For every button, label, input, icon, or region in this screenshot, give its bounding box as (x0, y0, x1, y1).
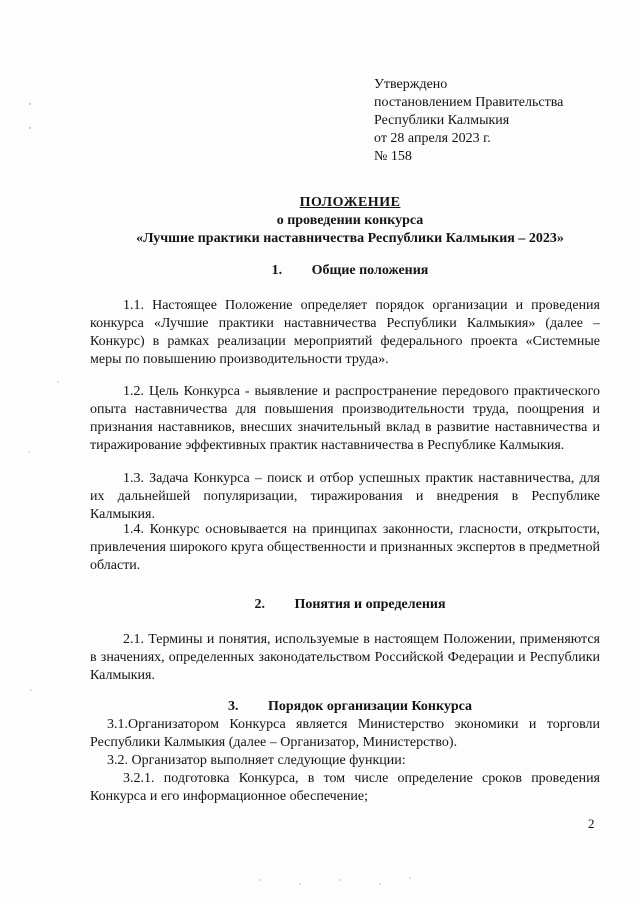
section-number: 2. (254, 597, 265, 612)
approval-line: № 158 (374, 149, 412, 164)
approval-stamp (374, 76, 563, 166)
page-number: 2 (588, 816, 595, 831)
paragraph-2-1: 2.1. Термины и понятия, используемые в настоящем Положении, применяются в значениях, определенных законодательством Российской Федерации и Республики Калмыкия. (90, 632, 600, 683)
approval-line: от 28 апреля 2023 г. (374, 131, 491, 146)
paragraph-1-2: 1.2. Цель Конкурса - выявление и распространение передового практического опыта наставничества для повышения производительности труда, поощрения и признания наставников, внесших значительный вклад в развитие наставничества и тиражирование эффективных практик наставничества в Республике Калмыкия. (90, 384, 600, 453)
paragraph-3-2: 3.2. Организатор выполняет следующие функции: (107, 753, 406, 768)
section-heading-2 (90, 596, 610, 614)
section-heading-1 (90, 262, 610, 280)
paragraph-3-1: 3.1.Организатором Конкурса является Министерство экономики и торговли Республики Калмыкия (далее – Организатор, Министерство). (90, 717, 600, 750)
title-contest-name: «Лучшие практики наставничества Республики Калмыкия – 2023» (136, 231, 564, 246)
section-title: Понятия и определения (294, 597, 446, 612)
section-title: Общие положения (311, 263, 429, 278)
approval-line: постановлением Правительства (374, 95, 564, 110)
approval-line: Утверждено (374, 77, 448, 92)
section-heading-3 (90, 698, 610, 716)
paragraph-1-3: 1.3. Задача Конкурса – поиск и отбор успешных практик наставничества, для их дальнейшей популяризации, тиражирования и внедрения в Республике Калмыкия. (90, 471, 600, 522)
section-number: 3. (227, 699, 239, 714)
title-sub: о проведении конкурса (276, 213, 424, 228)
paragraph-1-4: 1.4. Конкурс основывается на принципах законности, гласности, открытости, привлечения широкого круга общественности и признанных экспертов в предметной области. (90, 522, 600, 573)
title-main: ПОЛОЖЕНИЕ (299, 195, 401, 210)
document-title (90, 194, 610, 248)
section-title: Порядок организации Конкурса (267, 699, 473, 714)
approval-line: Республики Калмыкия (374, 113, 510, 128)
paragraph-3-2-1: 3.2.1. подготовка Конкурса, в том числе определение сроков проведения Конкурса и его информационное обеспечение; (90, 771, 600, 804)
paragraph-1-1: 1.1. Настоящее Положение определяет порядок организации и проведения конкурса «Лучшие практики наставничества Республики Калмыкия» (далее – Конкурс) в рамках реализации мероприятий федерального проекта «Системные меры по повышению производительности труда». (90, 298, 600, 367)
section-number: 1. (271, 263, 283, 278)
